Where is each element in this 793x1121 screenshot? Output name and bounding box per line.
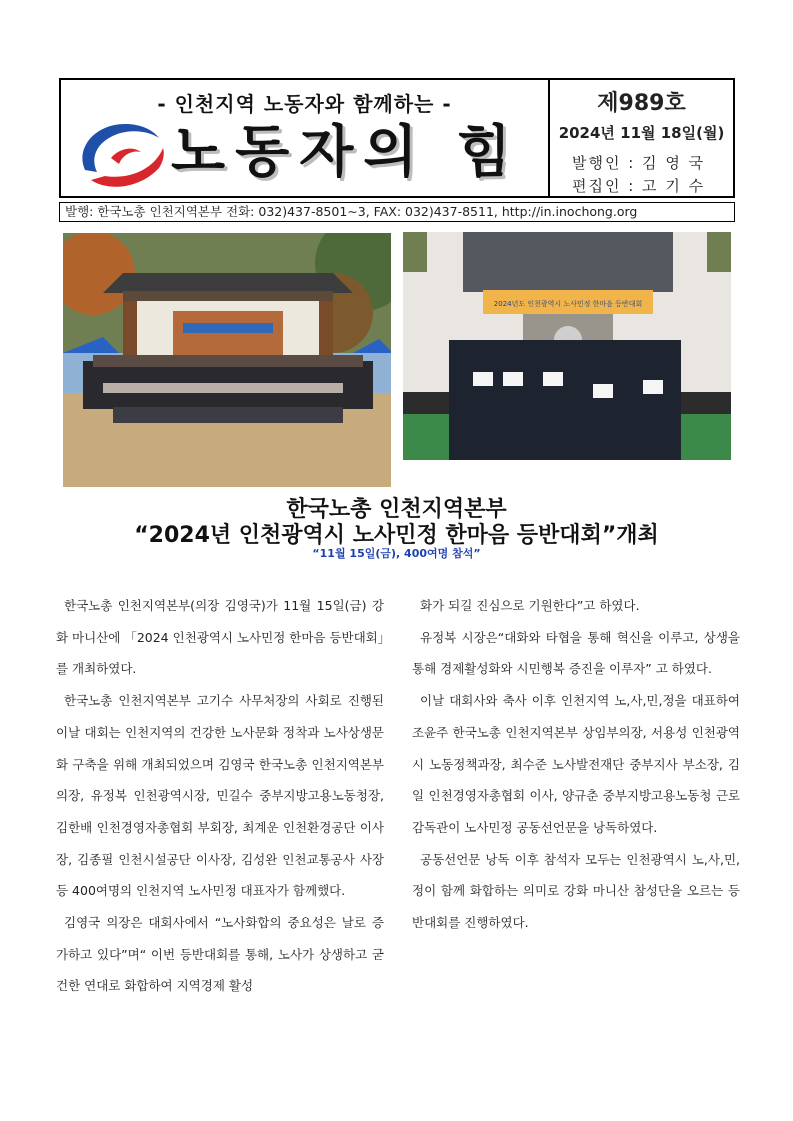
- issue-date: 2024년 11월 18일(월): [558, 124, 725, 142]
- contact-bar: 발행: 한국노총 인천지역본부 전화: 032)437-8501∼3, FAX: 032)437-8511, http://in.inochong.org: [59, 202, 735, 222]
- editor-line: 편집인 : 고 기 수: [572, 177, 706, 195]
- paragraph: 이날 대회사와 축사 이후 인천지역 노,사,민,정을 대표하여 조윤주 한국노총 인천지역본부 상임부의장, 서용성 인천광역시 노동정책과장, 최수준 노사발전재단 중부지사 부소장, 김일 인천경영자총협회 이사, 양규춘 중부지방고용노동청 근로감독관이 노사민정 공동선언문을 낭독하였다.: [412, 693, 740, 835]
- article-column-right: [412, 590, 740, 939]
- headline-line-2: “2024년 인천광역시 노사민정 한마음 등반대회”개최: [134, 523, 659, 548]
- article-column-left: [56, 590, 384, 1002]
- paragraph: 한국노총 인천지역본부 고기수 사무처장의 사회로 진행된 이날 대회는 인천지역의 건강한 노사문화 정착과 노사상생문화 구축을 위해 개최되었으며 김영국 한국노총 인천지역본부 의장, 유정복 인천광역시장, 민길수 중부지방고용노동청장, 김한배 인천경영자총협회 부회장, 최계운 인천환경공단 이사장, 김종필 인천시설공단 이사장, 김성완 인천교통공사 사장 등 400여명의 인천지역 노사민정 대표자가 함께했다.: [56, 693, 384, 899]
- paper-name: 노동자의 힘: [171, 120, 521, 185]
- subheadline: “11월 15일(금), 400여명 참석”: [312, 547, 481, 560]
- masthead-title-block: [61, 80, 550, 196]
- paragraph: 유정복 시장은“대화와 타협을 통해 혁신을 이루고, 상생을 통해 경제활성화와 시민행복 증진을 이루자” 고 하였다.: [412, 629, 740, 677]
- issue-info-block: [550, 80, 733, 196]
- masthead-tagline: - 인천지역 노동자와 함께하는 -: [157, 92, 452, 116]
- group-photo-gate: [63, 233, 391, 487]
- paragraph: 김영국 의장은 대회사에서 “노사화합의 중요성은 날로 증가하고 있다”며“ 이번 등반대회를 통해, 노사가 상생하고 굳건한 연대로 화합하여 지역경제 활성: [56, 915, 384, 994]
- headline-line-1: 한국노총 인천지역본부: [286, 497, 507, 522]
- masthead: [59, 78, 735, 198]
- logo-swoosh-icon: [75, 118, 167, 190]
- publisher-line: 발행인 : 김 영 국: [572, 154, 706, 172]
- banner-text: 2024년도 인천광역시 노사민정 한마음 등반대회: [493, 300, 643, 308]
- issue-number: 제989호: [597, 91, 686, 116]
- paragraph: 한국노총 인천지역본부(의장 김영국)가 11월 15일(금) 강화 마니산에 「2024 인천광역시 노사민정 한마음 등반대회」를 개최하였다.: [56, 598, 384, 677]
- representatives-photo: [403, 232, 731, 460]
- paragraph: 화가 되길 진심으로 기원한다”고 하였다.: [420, 598, 640, 613]
- paragraph: 공동선언문 낭독 이후 참석자 모두는 인천광역시 노,사,민,정이 함께 화합하는 의미로 강화 마니산 참성단을 오르는 등반대회를 진행하였다.: [412, 851, 740, 931]
